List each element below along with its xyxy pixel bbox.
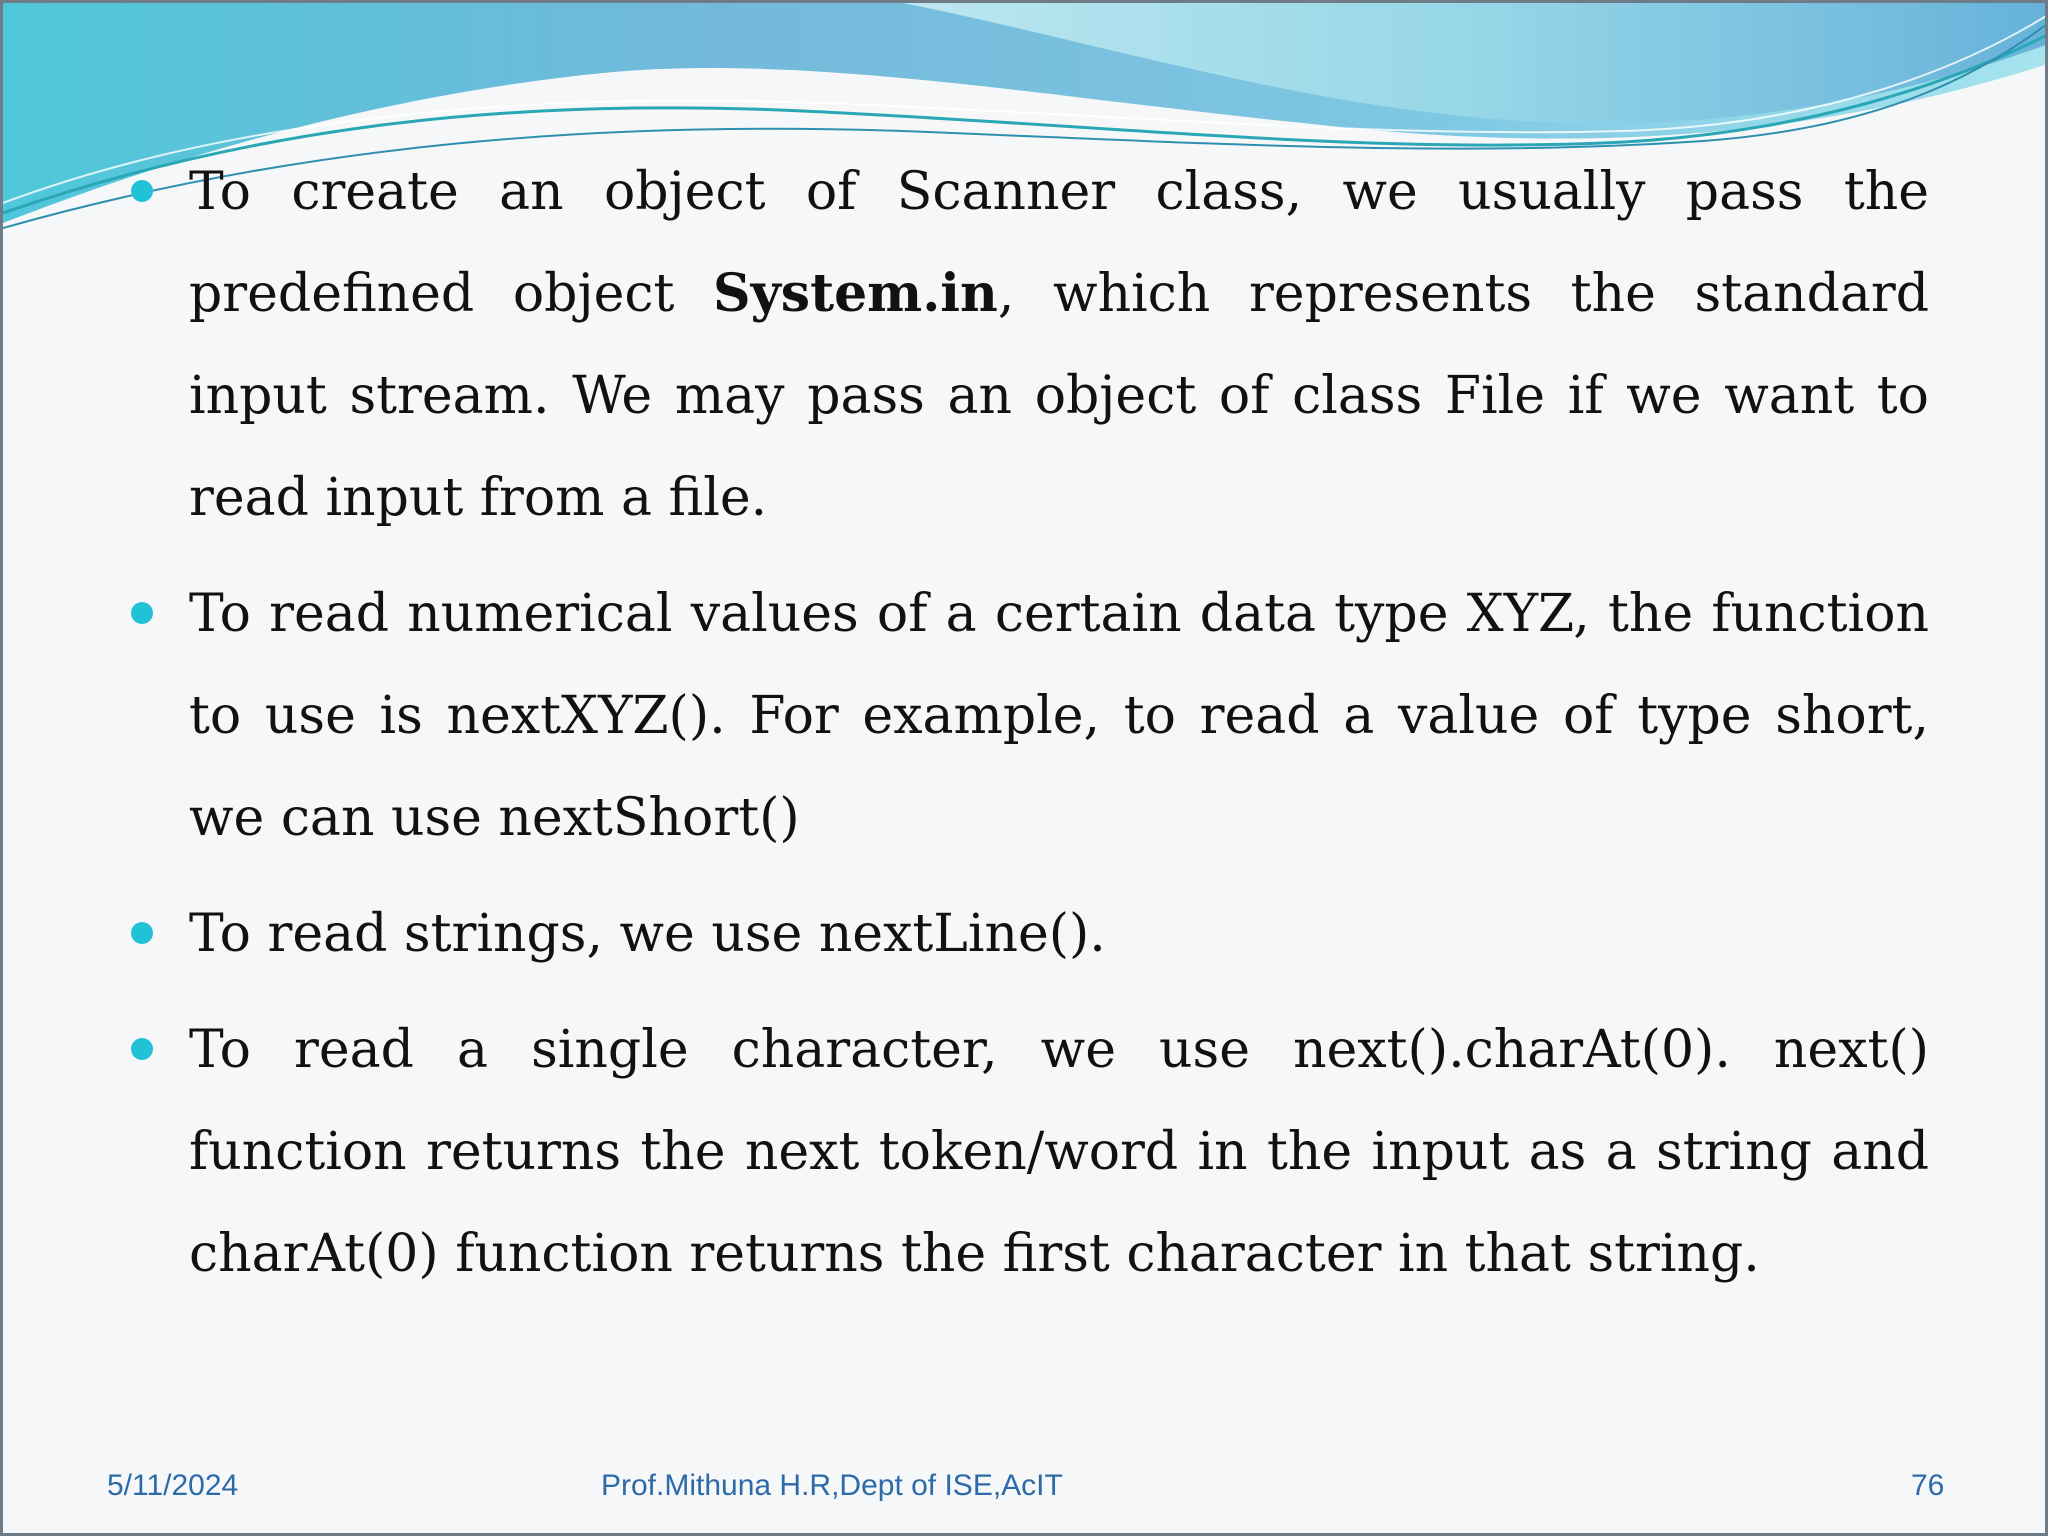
bullet-dot-icon xyxy=(131,180,153,202)
slide-content xyxy=(127,141,1929,1319)
bullet-text: To read a single character, we use next().charAt(0). next() function returns the next token/word in the input as a string and charAt(0) function returns the first character in that string. xyxy=(189,1020,1929,1284)
bold-code-term: System.in xyxy=(713,263,998,324)
bullet-item xyxy=(127,141,1929,549)
bullet-text: To read numerical values of a certain data type XYZ, the function to use is nextXYZ(). For example, to read a value of type short, we can use nextShort() xyxy=(189,584,1929,848)
bullet-text: To create an object of Scanner class, we usually pass the predefined object System.in, which represents the standard input stream. We may pass an object of class File if we want to read input from a file. xyxy=(189,162,1930,528)
bullet-dot-icon xyxy=(131,1038,153,1060)
footer-date: 5/11/2024 xyxy=(107,1469,239,1502)
bullet-dot-icon xyxy=(131,922,153,944)
bullet-item xyxy=(127,883,1929,985)
bullet-item xyxy=(127,999,1929,1305)
footer-page-number: 76 xyxy=(1911,1469,1945,1502)
bullet-dot-icon xyxy=(131,602,153,624)
bullet-text: To read strings, we use nextLine(). xyxy=(189,904,1106,964)
footer-author: Prof.Mithuna H.R,Dept of ISE,AcIT xyxy=(601,1469,1063,1502)
bullet-item xyxy=(127,563,1929,869)
